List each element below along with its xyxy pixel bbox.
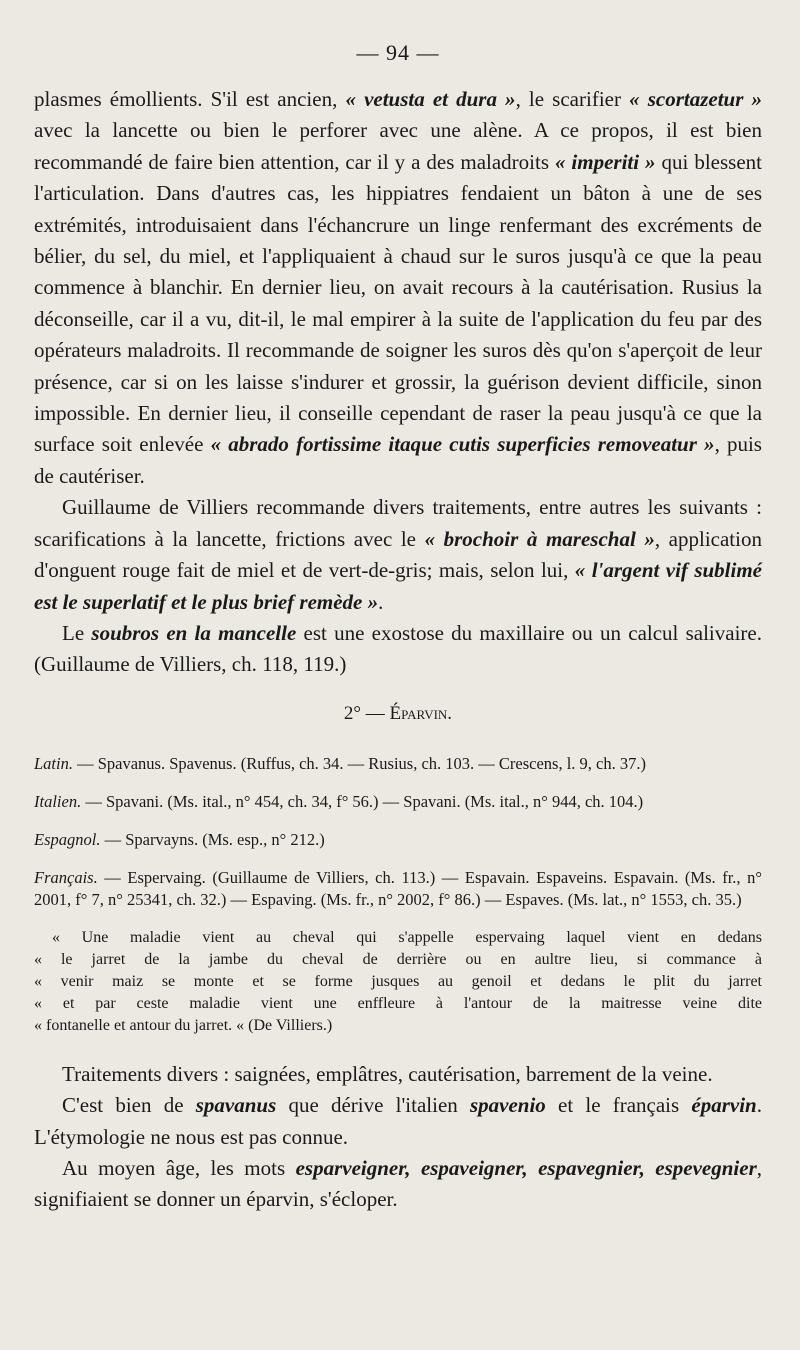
body-paragraph	[34, 618, 762, 681]
text-run: Traitements divers : saignées, emplâtres, cautérisation, barrement de la veine.	[62, 1061, 713, 1086]
quote-line: « Une maladie vient au cheval qui s'appelle espervaing laquel vient en dedans	[52, 928, 762, 946]
quote-line: « venir maiz se monte et se forme jusques au genoil et dedans le plit du jarret	[34, 972, 762, 990]
body-paragraph	[34, 492, 762, 618]
quote-line: « fontanelle et antour du jarret. « (De Villiers.)	[34, 1016, 333, 1034]
closing-paragraphs	[34, 1059, 762, 1216]
italic-phrase: « scortazetur »	[629, 87, 762, 111]
text-run: .	[378, 589, 384, 614]
text-run: plasmes émollients. S'il est ancien,	[34, 87, 346, 111]
body-paragraph	[34, 1090, 762, 1153]
body-paragraph	[34, 1153, 762, 1216]
language-entries	[34, 753, 762, 911]
text-run: Au moyen âge, les mots	[62, 1155, 296, 1180]
text-run: qui blessent l'articulation. Dans d'autres cas, les hippiatres fendaient un bâton à une de ses extrémités, introduisaient dans l'échancrure un linge renfermant des excréments de bélier, du sel, du miel, et l'appliquaient à chaud sur le suros jusqu'à ce que la peau commence à blanchir. En dernier lieu, on avait recours à la cautérisation. Rusius la déconseille, car il a vu, dit-il, le mal empirer à la suite de l'application du feu par des opérateurs maladroits. Il recommande de soigner les suros dès qu'on s'aperçoit de leur présence, car si on les laisse s'indurer et grossir, la guérison devient difficile, sinon impossible. En dernier lieu, il conseille cependant de raser la peau jusqu'à ce que la surface soit enlevée	[34, 149, 762, 457]
italic-phrase: esparveigner, espaveigner, espavegnier, espevegnier	[295, 1155, 757, 1180]
entry-text: — Spavani. (Ms. ital., n° 454, ch. 34, f° 56.) — Spavani. (Ms. ital., n° 944, ch. 104.)	[81, 791, 644, 811]
entry-text: — Espervaing. (Guillaume de Villiers, ch. 113.) — Espavain. Espaveins. Espavain. (Ms. fr., n° 2001, f° 7, n° 25341, ch. 32.) — Espaving. (Ms. fr., n° 2002, f° 86.) — Espaves. (Ms. lat., n° 1553, ch. 35.)	[34, 867, 762, 909]
entry-latin	[34, 753, 762, 775]
entry-text: — Sparvayns. (Ms. esp., n° 212.)	[100, 829, 325, 849]
text-run: et le français	[545, 1093, 692, 1118]
entry-language: Français.	[34, 867, 98, 887]
italic-phrase: soubros en la mancelle	[91, 620, 297, 645]
italic-phrase: « vetusta et dura »	[345, 87, 516, 111]
body-paragraph	[34, 1059, 762, 1090]
text-run: Guillaume de Villiers recommande divers traitements, entre autres les suivants : scarifications à la lancette, frictions avec le	[34, 495, 762, 551]
italic-phrase: spavenio	[469, 1093, 546, 1118]
entry-language: Italien.	[34, 791, 82, 811]
entry-espagnol	[34, 829, 762, 851]
section-heading	[34, 703, 762, 725]
italic-phrase: « brochoir à mareschal »	[424, 526, 655, 551]
text-run: . L'étymologie ne nous est pas connue.	[34, 1093, 762, 1149]
italic-phrase: « abrado fortissime itaque cutis superficies removeatur »	[210, 432, 715, 457]
text-run: , puis de cautériser.	[34, 432, 762, 488]
section-title: Éparvin.	[389, 702, 453, 724]
entry-francais	[34, 867, 762, 911]
entry-language: Espagnol.	[34, 829, 101, 849]
entry-language: Latin.	[34, 753, 73, 773]
text-run: avec la lancette ou bien le perforer avec une alène. A ce propos, il est bien recommandé de faire bien attention, car il y a des maladroits	[34, 118, 762, 174]
entry-text: — Spavanus. Spavenus. (Ruffus, ch. 34. — Rusius, ch. 103. — Crescens, l. 9, ch. 37.)	[72, 753, 647, 773]
italic-phrase: « imperiti »	[554, 149, 656, 174]
villiers-quote	[34, 927, 762, 1037]
body-paragraph	[34, 84, 762, 492]
page-number: — 94 —	[356, 40, 440, 65]
italic-phrase: « l'argent vif sublimé est le superlatif et le plus brief remède »	[34, 558, 762, 614]
opening-paragraphs	[34, 84, 762, 681]
entry-italien	[34, 791, 762, 813]
text-run: C'est bien de	[62, 1093, 196, 1118]
italic-phrase: spavanus	[195, 1093, 277, 1118]
text-run: , application d'onguent rouge fait de miel et de vert-de-gris; mais, selon lui,	[34, 526, 762, 583]
section-number: 2°	[343, 702, 362, 724]
text-run: est une exostose du maxillaire ou un calcul salivaire. (Guillaume de Villiers, ch. 118, 119.)	[34, 620, 762, 677]
quote-line: « le jarret de la jambe du cheval de derrière ou en aultre lieu, si commance à	[34, 950, 762, 968]
text-run: Le	[62, 620, 92, 645]
section-dash: —	[365, 702, 385, 724]
text-run: que dérive l'italien	[276, 1093, 470, 1118]
italic-phrase: éparvin	[691, 1093, 757, 1118]
quote-line: « et par ceste maladie vient une enffleure à l'antour de la maitresse veine dite	[34, 994, 762, 1012]
text-run: , signifiaient se donner un éparvin, s'écloper.	[34, 1155, 762, 1212]
text-run: , le scarifier	[515, 87, 630, 111]
